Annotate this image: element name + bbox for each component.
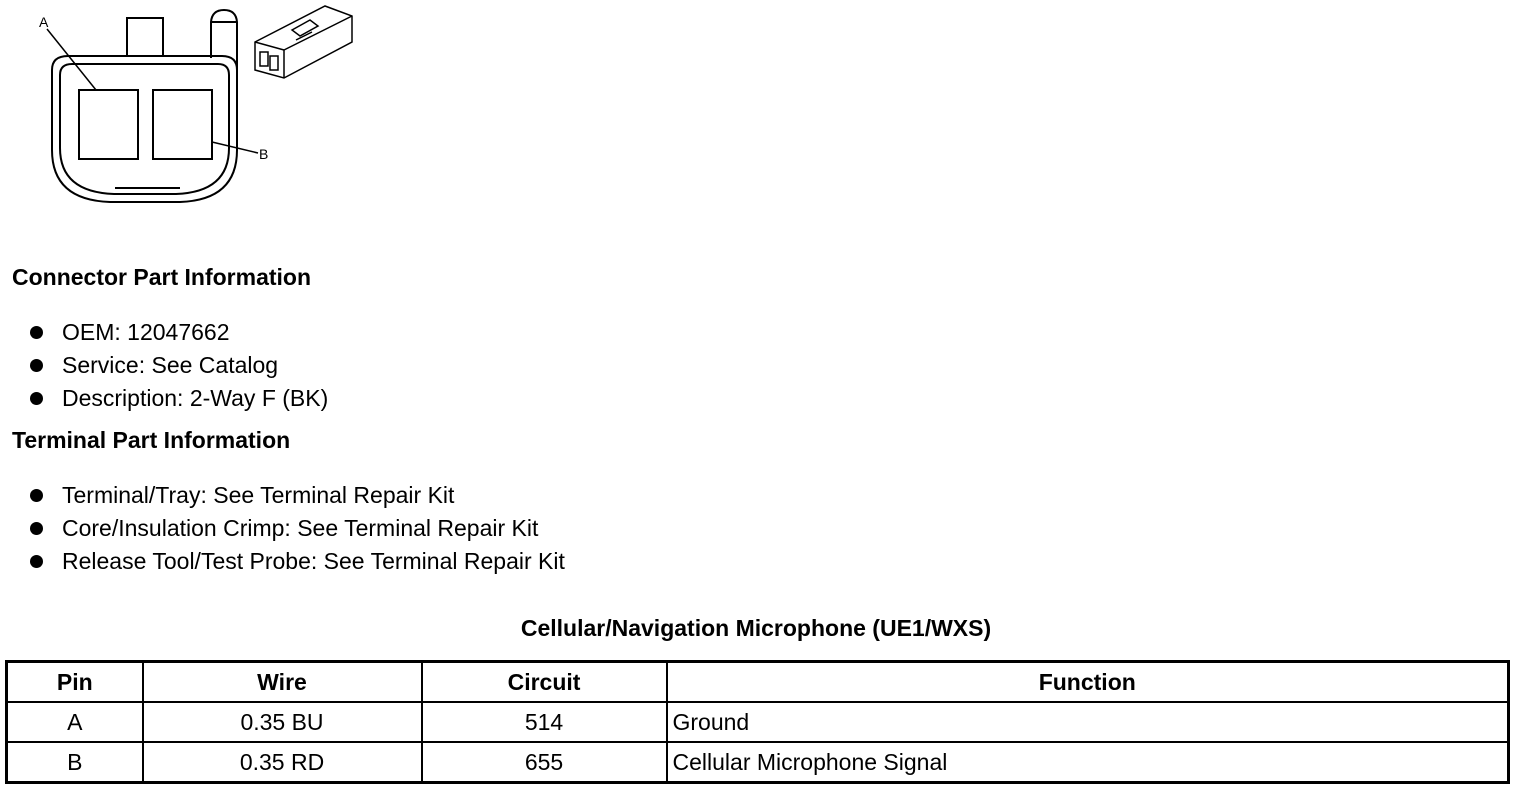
- list-item: Terminal/Tray: See Terminal Repair Kit: [30, 479, 565, 512]
- bullet-icon: [30, 326, 43, 339]
- list-item: OEM: 12047662: [30, 316, 328, 349]
- cell-function: Cellular Microphone Signal: [667, 742, 1509, 783]
- header-wire: Wire: [143, 662, 422, 703]
- connector-part-heading: Connector Part Information: [12, 264, 312, 290]
- cell-wire: 0.35 RD: [143, 742, 422, 783]
- connector-isometric-view: [255, 6, 352, 78]
- list-item: Service: See Catalog: [30, 349, 328, 382]
- list-item: Release Tool/Test Probe: See Terminal Repair Kit: [30, 545, 565, 578]
- header-function: Function: [667, 662, 1509, 703]
- list-item: Core/Insulation Crimp: See Terminal Repair Kit: [30, 512, 565, 545]
- terminal-part-heading: Terminal Part Information: [12, 427, 291, 453]
- bullet-icon: [30, 392, 43, 405]
- list-item: Description: 2-Way F (BK): [30, 382, 328, 415]
- cell-wire: 0.35 BU: [143, 702, 422, 742]
- terminal-part-list: [30, 479, 565, 578]
- table-row: [7, 742, 1509, 783]
- table-header-row: [7, 662, 1509, 703]
- cavity-label-b: B: [259, 146, 269, 162]
- connector-diagram: [0, 0, 380, 215]
- bullet-icon: [30, 359, 43, 372]
- cell-circuit: 514: [422, 702, 667, 742]
- pinout-table: [5, 660, 1510, 784]
- bullet-icon: [30, 522, 43, 535]
- cell-pin: B: [7, 742, 143, 783]
- bullet-icon: [30, 555, 43, 568]
- cell-function: Ground: [667, 702, 1509, 742]
- cell-circuit: 655: [422, 742, 667, 783]
- cell-pin: A: [7, 702, 143, 742]
- header-pin: Pin: [7, 662, 143, 703]
- connector-part-list: [30, 316, 328, 415]
- table-title: Cellular/Navigation Microphone (UE1/WXS): [520, 615, 992, 641]
- cavity-label-a: A: [39, 14, 49, 30]
- table-row: [7, 702, 1509, 742]
- bullet-icon: [30, 489, 43, 502]
- header-circuit: Circuit: [422, 662, 667, 703]
